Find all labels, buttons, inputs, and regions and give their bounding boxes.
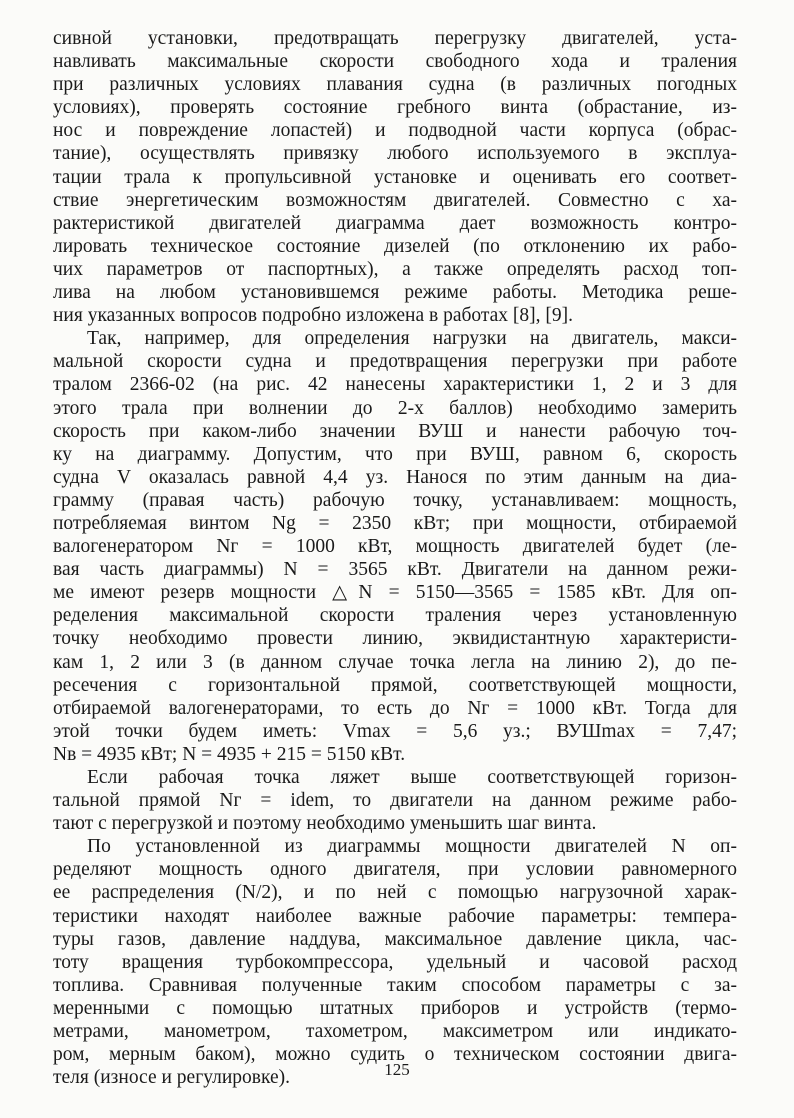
text-line: нос и повреждение лопастей) и подводной части корпуса (обрас- xyxy=(53,120,737,142)
text-line: Nв = 4935 кВт; N = 4935 + 215 = 5150 кВт. xyxy=(53,743,406,765)
text-line: потребляемая винтом Ng = 2350 кВт; при мощности, отбираемой xyxy=(53,512,737,534)
text-line: чих параметров от паспортных), а также определять расход топ- xyxy=(53,258,737,280)
body-text xyxy=(53,27,737,1089)
text-line: ме имеют резерв мощности △N = 5150—3565 = 1585 кВт. Для оп- xyxy=(53,582,737,604)
text-line: ресечения с горизонтальной прямой, соответствующей мощности, xyxy=(53,674,737,696)
text-line: отбираемой валогенераторами, то есть до Nг = 1000 кВт. Тогда для xyxy=(53,697,737,719)
text-line: лива на любом установившемся режиме работы. Методика реше- xyxy=(53,282,737,304)
text-line: теристики находят наиболее важные рабочие параметры: темпера- xyxy=(53,905,737,927)
text-line: скорость при каком-либо значении ВУШ и нанести рабочую точ- xyxy=(53,420,737,442)
text-line: теля (износе и регулировке). xyxy=(53,1067,290,1089)
text-line: топлива. Сравнивая полученные таким способом параметры с за- xyxy=(53,974,737,996)
text-line: при различных условиях плавания судна (в различных погодных xyxy=(53,74,737,96)
text-line: тание), осуществлять привязку любого используемого в эксплуа- xyxy=(53,143,737,165)
text-line: ку на диаграмму. Допустим, что при ВУШ, равном 6, скорость xyxy=(53,443,737,465)
text-line: меренными с помощью штатных приборов и устройств (термо- xyxy=(53,997,737,1019)
text-line: ределяют мощность одного двигателя, при условии равномерного xyxy=(53,859,737,881)
text-line: судна V оказалась равной 4,4 уз. Нанося по этим данным на диа- xyxy=(53,466,737,488)
text-line: ределения максимальной скорости траления через установленную xyxy=(53,605,737,627)
text-line: тралом 2366-02 (на рис. 42 нанесены характеристики 1, 2 и 3 для xyxy=(53,374,737,396)
text-line: точку необходимо провести линию, эквидистантную характеристи- xyxy=(53,628,737,650)
text-line: рактеристикой двигателей диаграмма дает возможность контро- xyxy=(53,212,737,234)
text-line: ния указанных вопросов подробно изложена в работах [8], [9]. xyxy=(53,305,574,327)
text-line: ее распределения (N/2), и по ней с помощью нагрузочной харак- xyxy=(53,882,737,904)
text-line: лировать техническое состояние дизелей (по отклонению их рабо- xyxy=(53,235,737,257)
text-line: туры газов, давление наддува, максимальное давление цикла, час- xyxy=(53,928,737,950)
paragraph xyxy=(53,327,737,766)
paragraph xyxy=(53,766,737,835)
text-line: Если рабочая точка ляжет выше соответствующей горизон- xyxy=(87,767,737,788)
text-line: кам 1, 2 или 3 (в данном случае точка легла на линию 2), до пе- xyxy=(53,651,737,673)
text-line: этой точки будем иметь: Vmax = 5,6 уз.; ВУШmax = 7,47; xyxy=(53,720,737,742)
text-line: сивной установки, предотвращать перегрузку двигателей, уста- xyxy=(53,28,737,49)
paragraph xyxy=(53,27,737,327)
paragraph xyxy=(53,835,737,1089)
text-line: этого трала при волнении до 2-х баллов) необходимо замерить xyxy=(53,397,737,419)
text-line: тации трала к пропульсивной установке и оценивать его соответ- xyxy=(53,166,737,188)
text-line: метрами, манометром, тахометром, максиметром или индикато- xyxy=(53,1021,737,1043)
text-line: грамму (правая часть) рабочую точку, устанавливаем: мощность, xyxy=(53,489,737,511)
text-line: тоту вращения турбокомпрессора, удельный и часовой расход xyxy=(53,951,737,973)
text-line: навливать максимальные скорости свободного хода и траления xyxy=(53,51,737,73)
text-line: ром, мерным баком), можно судить о техническом состоянии двига- xyxy=(53,1044,737,1066)
text-line: тальной прямой Nг = idem, то двигатели на данном режиме рабо- xyxy=(53,790,737,812)
text-line: ствие энергетическим возможностям двигателей. Совместно с ха- xyxy=(53,189,737,211)
text-line: условиях), проверять состояние гребного винта (обрастание, из- xyxy=(53,97,737,119)
text-line: Так, например, для определения нагрузки на двигатель, макси- xyxy=(87,328,737,350)
text-line: По установленной из диаграммы мощности двигателей N оп- xyxy=(87,836,737,858)
text-line: тают с перегрузкой и поэтому необходимо уменьшить шаг винта. xyxy=(53,813,597,835)
text-line: вая часть диаграммы) N = 3565 кВт. Двигатели на данном режи- xyxy=(53,559,737,581)
text-line: валогенератором Nг = 1000 кВт, мощность двигателей будет (ле- xyxy=(53,536,737,558)
page-number: 125 xyxy=(384,1060,410,1079)
text-line: мальной скорости судна и предотвращения перегрузки при работе xyxy=(53,351,737,373)
